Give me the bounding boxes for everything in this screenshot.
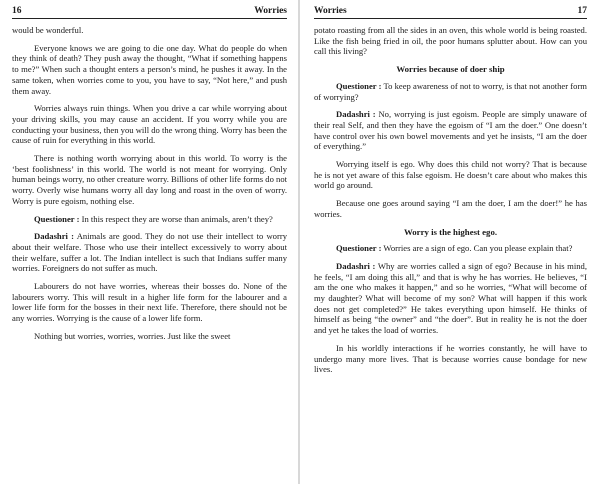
paragraph: There is nothing worth worrying about in this world. To worry is the ‘best foolishness’ in this world. The world is not meant for worrying. Only human beings worry, no other creature worry. Billions of other life forms do not worry. Overly wise humans worry all day long and roast in the oven of worry. Worry is pure egoism, nothing else. xyxy=(12,153,288,206)
dialogue-text: Animals are good. They do not use their intellect to worry about their welfare. Those who use their intellect excessively to worry about their welfare, suffer a lot. The Indian intellect is such that Indians suffer many worries. Foreigners do not suffer as much. xyxy=(12,231,287,274)
right-running-head: Worries xyxy=(314,6,347,16)
paragraph: Labourers do not have worries, whereas their bosses do. None of the labourers worry. This will result in a higher life form for the labourer and a lower life form for the bosses in their next life. Therefore, there should not be any worries. Worrying is the cause of a lower life form. xyxy=(12,281,287,324)
right-page xyxy=(300,0,599,484)
dialogue-paragraph xyxy=(314,261,587,336)
paragraph: would be wonderful. xyxy=(12,25,84,35)
right-page-body xyxy=(314,25,587,375)
paragraph: In his worldly interactions if he worries constantly, he will have to undergo many more lives. That is because worries cause bondage for new lives. xyxy=(314,342,587,375)
right-page-number: 17 xyxy=(577,6,587,16)
paragraph: Everyone knows we are going to die one day. What do people do when they think of death? They push away the thought, “What if something happens to me?” When such a thought enters a person’s mind, he pushes it away. In the same token, when worries come to you, you have to say, “Not here,” and push them away. xyxy=(12,42,287,96)
left-page xyxy=(0,0,299,484)
left-page-header xyxy=(12,6,287,19)
dialogue-text: Worries are a sign of ego. Can you please explain that? xyxy=(381,243,573,254)
speaker-label: Dadashri : xyxy=(336,260,376,271)
paragraph: Worrying itself is ego. Why does this child not worry? That is because he is not yet aware of this false egoism. He doesn’t care about who makes this world go around. xyxy=(314,159,587,191)
dialogue-text: To keep awareness of not to worry, is that not another form of worrying? xyxy=(314,80,587,102)
dialogue-text: Why are worries called a sign of ego? Because in his mind, he feels, “I am doing this all,” and that is why he has worries. He believes, “I am the one who makes it happen,” and so he worries, “What will become of my daughter? What will become of my son? What will happen if this work does not get completed?” He takes everything upon himself. He thinks of himself as being “the owner” and “the doer”. But in reality he is not the doer and yet he takes the load of worries. xyxy=(314,260,587,336)
speaker-label: Questioner : xyxy=(34,213,80,224)
dialogue-paragraph xyxy=(12,231,287,274)
left-page-number: 16 xyxy=(12,6,22,16)
left-page-body xyxy=(12,25,287,342)
left-running-head: Worries xyxy=(254,6,287,16)
section-heading: Worries because of doer ship xyxy=(396,64,505,75)
dialogue-paragraph xyxy=(12,214,287,225)
speaker-label: Dadashri : xyxy=(336,109,376,120)
paragraph: Nothing but worries, worries, worries. Just like the sweet xyxy=(34,330,231,341)
paragraph: Because one goes around saying “I am the doer, I am the doer!” he has worries. xyxy=(314,198,587,219)
right-page-header xyxy=(314,6,587,19)
speaker-label: Questioner : xyxy=(336,80,382,91)
dialogue-paragraph xyxy=(314,109,587,152)
paragraph: Worries always ruin things. When you drive a car while worrying about your driving skills, you may cause an accident. If you worry while you are conducting your business, then you will do the wrong thing. Worry has been the cause of ruin for everything in this world. xyxy=(12,103,287,146)
paragraph: potato roasting from all the sides in an oven, this whole world is being roasted. Like the fish being fried in oil, the poor humans splutter about. How can you call this living? xyxy=(314,25,587,57)
dialogue-paragraph xyxy=(314,81,587,102)
speaker-label: Questioner : xyxy=(336,243,382,254)
dialogue-text: In this respect they are worse than animals, aren’t they? xyxy=(79,213,273,224)
section-heading: Worry is the highest ego. xyxy=(403,226,498,237)
dialogue-text: No, worrying is just egoism. People are simply unaware of their real Self, and then they have the egoism of “I am the doer.” One doesn’t have control over his own bowel movements and yet he insists, “I am the doer of everything.” xyxy=(314,109,587,152)
dialogue-paragraph xyxy=(314,243,587,254)
speaker-label: Dadashri : xyxy=(34,231,74,242)
